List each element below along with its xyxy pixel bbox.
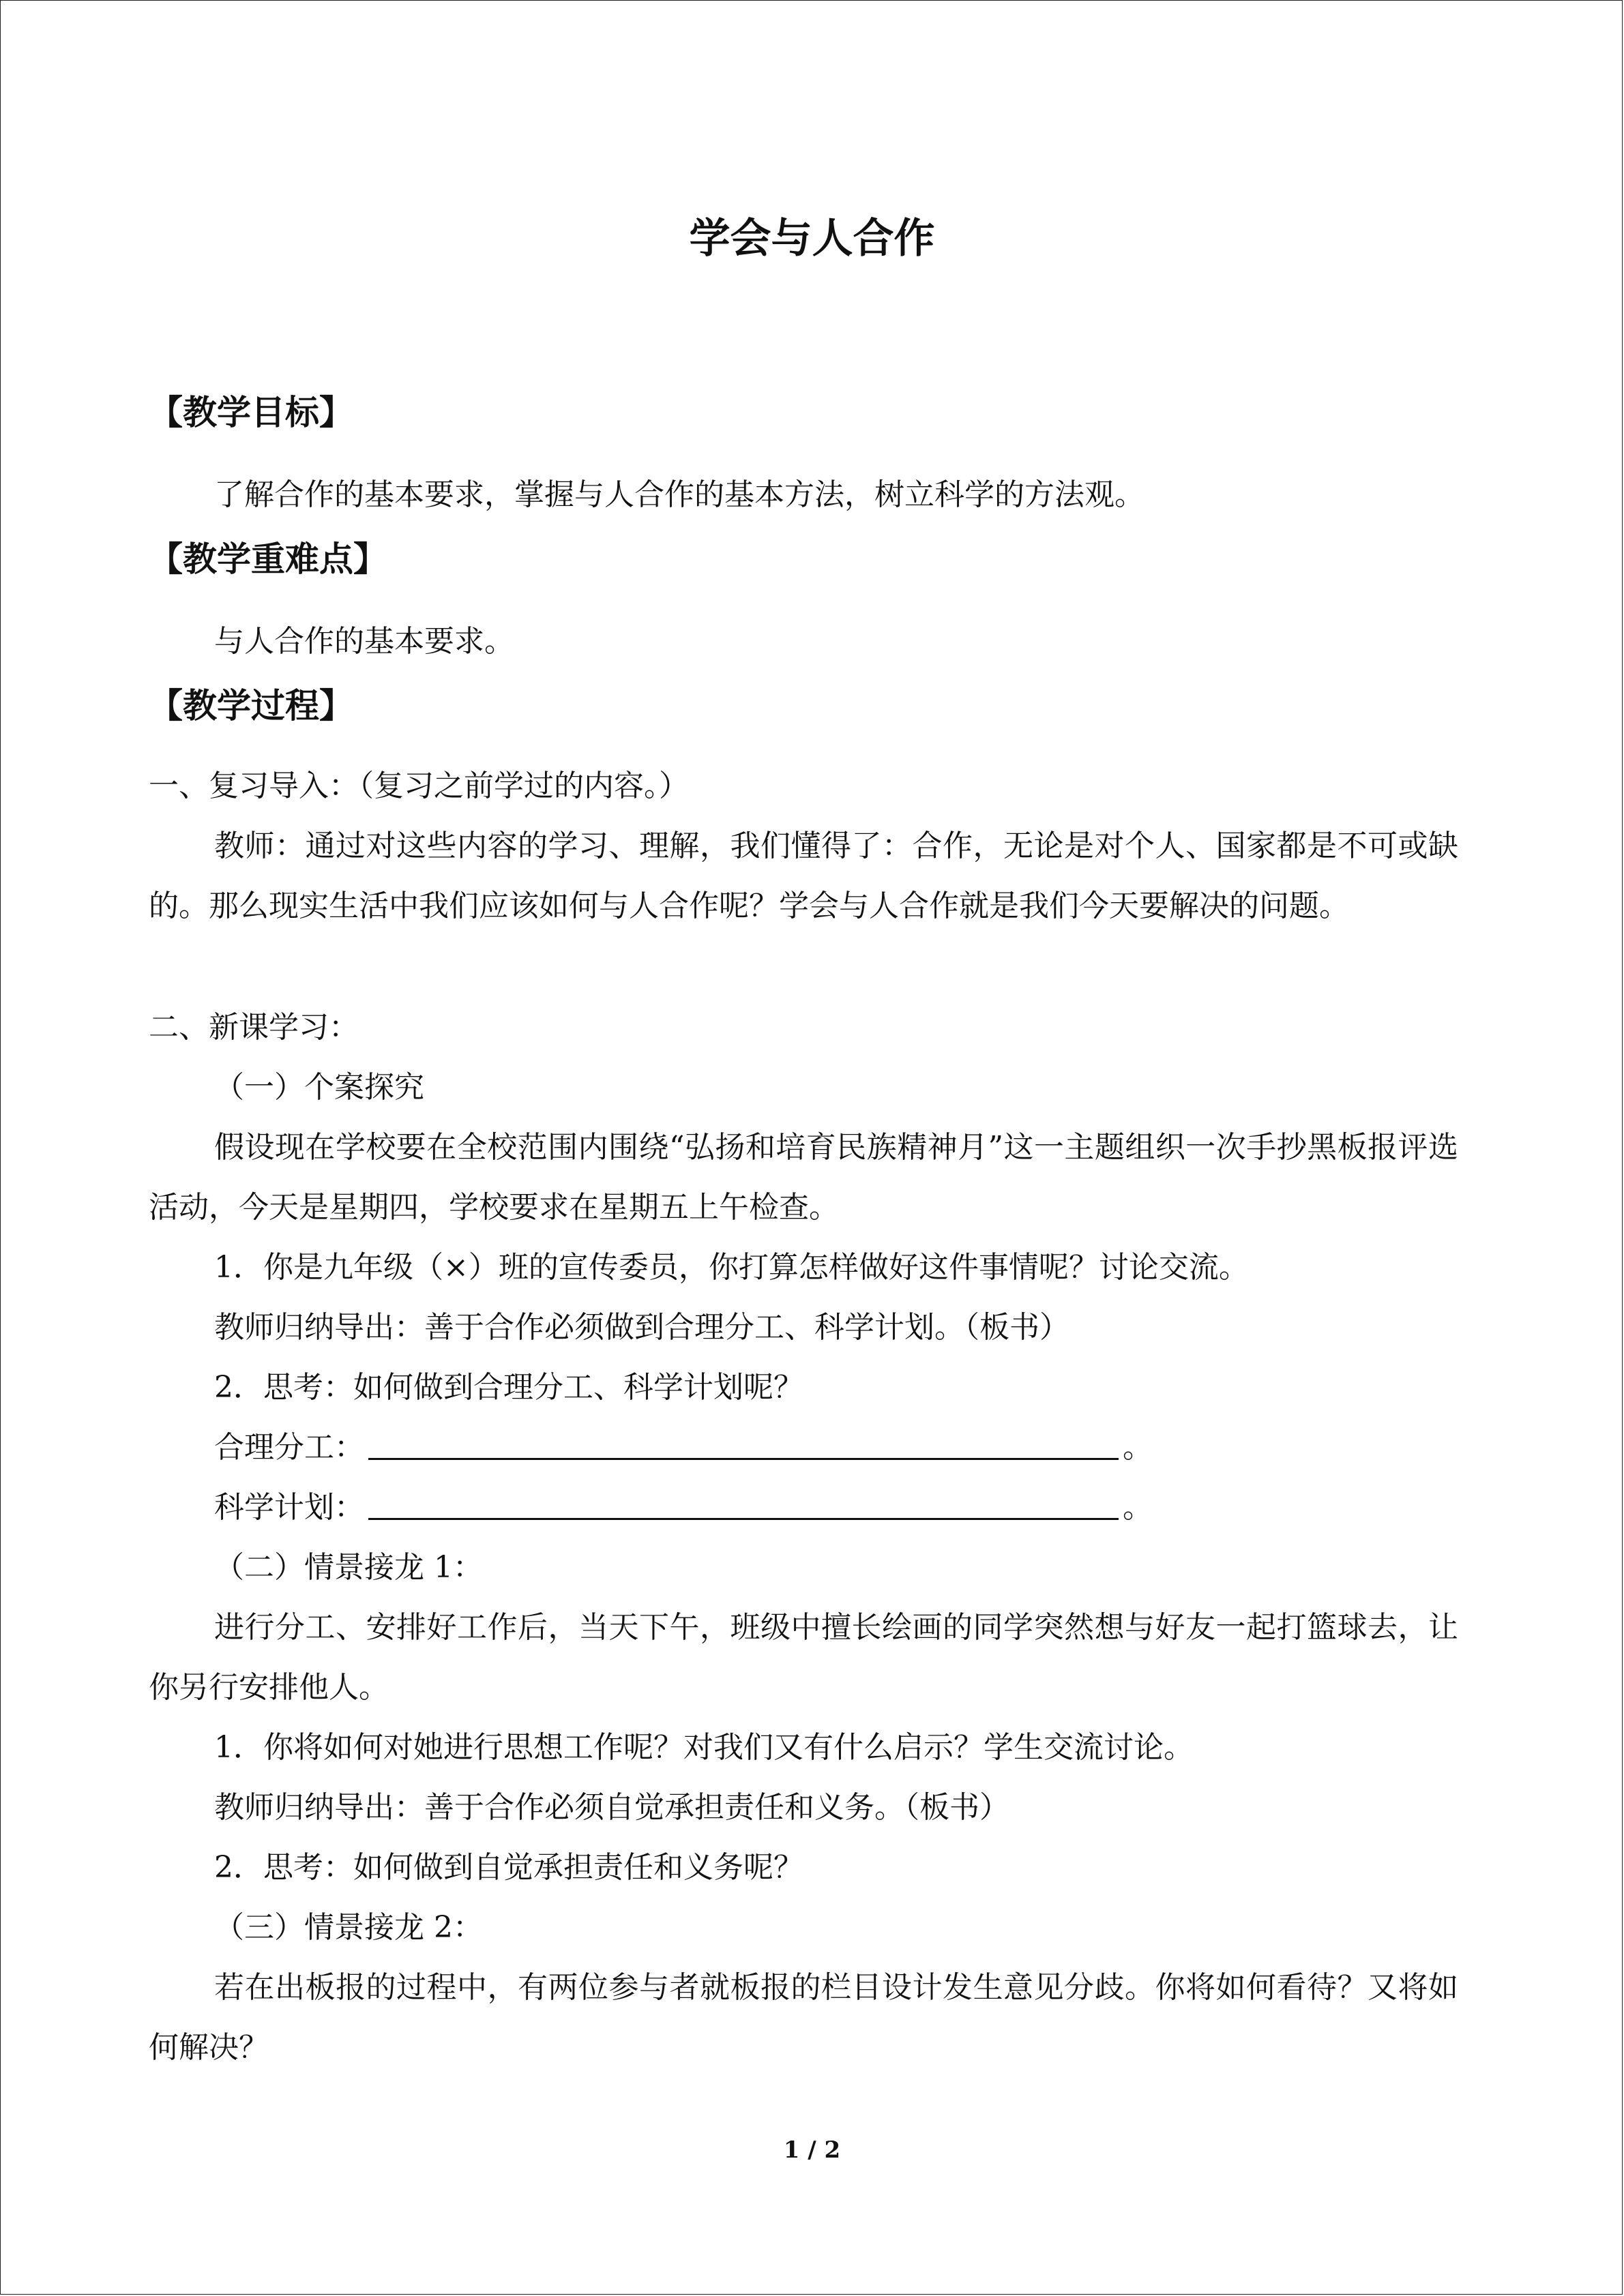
answer-blank-1[interactable] (368, 1427, 1119, 1460)
fill-label-plan: 科学计划： (214, 1490, 364, 1525)
fill-end-2: 。 (1123, 1490, 1153, 1525)
heading-goals: 【教学目标】 (149, 393, 353, 432)
fill-in-division-of-labor (214, 1418, 1153, 1478)
fill-label-division: 合理分工： (214, 1430, 364, 1465)
scene-2-paragraph: 若在出板报的过程中，有两位参与者就板报的栏目设计发生意见分歧。你将如何看待？又将如何解决？ (149, 1970, 1458, 2065)
scene-1-paragraph: 进行分工、安排好工作后，当天下午，班级中擅长绘画的同学突然想与好友一起打篮球去，让你另行安排他人。 (149, 1610, 1458, 1705)
fill-in-scientific-plan (214, 1478, 1153, 1538)
review-teacher-paragraph: 教师：通过对这些内容的学习、理解，我们懂得了：合作，无论是对个人、国家都是不可或缺的。那么现实生活中我们应该如何与人合作呢？学会与人合作就是我们今天要解决的问题。 (149, 829, 1458, 923)
answer-blank-2[interactable] (368, 1487, 1119, 1520)
case-conclusion: 教师归纳导出：善于合作必须做到合理分工、科学计划。（板书） (214, 1310, 1069, 1345)
heading-process: 【教学过程】 (149, 686, 353, 726)
goals-text: 了解合作的基本要求，掌握与人合作的基本方法，树立科学的方法观。 (214, 477, 1145, 512)
scene-1-conclusion: 教师归纳导出：善于合作必须自觉承担责任和义务。（板书） (214, 1790, 1009, 1825)
fill-end-1: 。 (1123, 1430, 1153, 1465)
heading-key-points: 【教学重难点】 (149, 539, 387, 579)
review-title: 一、复习导入：（复习之前学过的内容。） (149, 769, 689, 803)
case-question-2: 2．思考：如何做到合理分工、科学计划呢？ (214, 1370, 803, 1405)
case-study-title: （一）个案探究 (214, 1070, 424, 1105)
scene-2-title: （三）情景接龙 2： (214, 1910, 483, 1945)
scene-1-title: （二）情景接龙 1： (214, 1550, 483, 1585)
new-lesson-title: 二、新课学习： (149, 1010, 359, 1045)
key-points-text: 与人合作的基本要求。 (214, 624, 514, 659)
scene-1-question-2: 2．思考：如何做到自觉承担责任和义务呢？ (214, 1850, 803, 1885)
page-number: 1 / 2 (783, 2136, 841, 2164)
case-question-1: 1．你是九年级（×）班的宣传委员，你打算怎样做好这件事情呢？讨论交流。 (214, 1250, 1249, 1285)
page-title: 学会与人合作 (689, 215, 935, 263)
case-study-paragraph: 假设现在学校要在全校范围内围绕“弘扬和培育民族精神月”这一主题组织一次手抄黑板报评选活动，今天是星期四，学校要求在星期五上午检查。 (149, 1130, 1458, 1225)
scene-1-question-1: 1．你将如何对她进行思想工作呢？对我们又有什么启示？学生交流讨论。 (214, 1730, 1194, 1765)
